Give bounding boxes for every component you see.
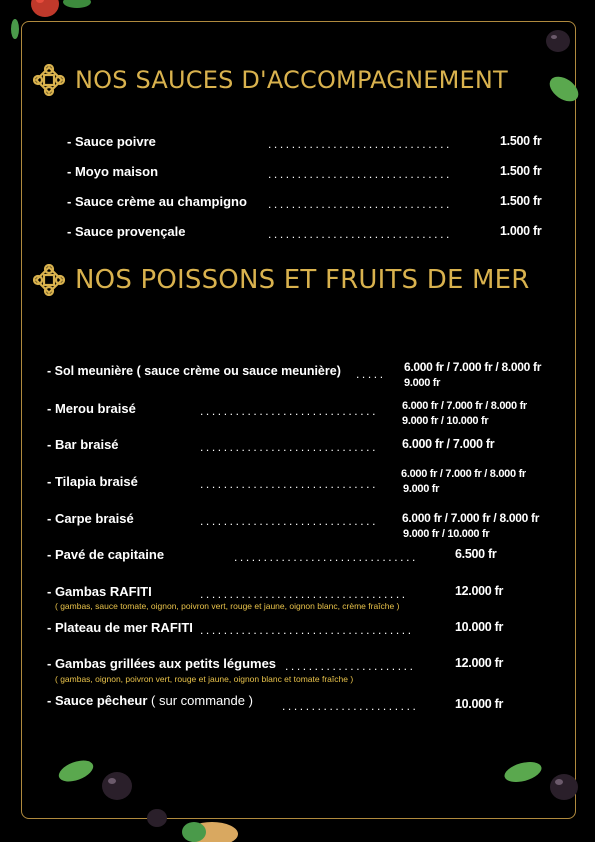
tomato-icon — [28, 0, 62, 22]
item-name-extra: ( sur commande ) — [147, 693, 253, 708]
basil-leaf-icon — [56, 758, 96, 784]
item-name: - Carpe braisé — [47, 511, 134, 526]
item-leader-dots: ............................... — [268, 167, 452, 181]
item-price: 12.000 fr — [455, 656, 504, 670]
item-name: - Pavé de capitaine — [47, 547, 165, 562]
sauces-title: NOS SAUCES D'ACCOMPAGNEMENT — [75, 66, 508, 94]
item-name: - Merou braisé — [47, 401, 136, 416]
basil-leaf-icon — [502, 758, 544, 786]
item-leader-dots: ............................... — [268, 227, 452, 241]
item-leader-dots: ............................... — [268, 197, 452, 211]
item-name: - Plateau de mer RAFITI — [47, 620, 193, 635]
item-price: 6.500 fr — [455, 547, 497, 561]
fish-title: NOS POISSONS ET FRUITS DE MER — [75, 265, 530, 295]
item-price: 10.000 fr — [455, 620, 504, 634]
item-name-main: - Sauce pêcheur — [47, 693, 148, 708]
item-leader-dots: ............................... — [268, 137, 452, 151]
item-price: 1.000 fr — [500, 224, 542, 238]
item-price: 1.500 fr — [500, 194, 542, 208]
item-price: 1.500 fr — [500, 164, 542, 178]
item-price-line2: 9.000 fr / 10.000 fr — [403, 528, 490, 540]
item-leader-dots: .............................. — [200, 440, 379, 454]
fish-section-title — [33, 264, 530, 296]
item-leader-dots: .............................. — [200, 477, 379, 491]
item-name: - Tilapia braisé — [47, 474, 138, 489]
olive-icon — [100, 770, 134, 802]
item-name: - Sauce provençale — [67, 224, 186, 239]
item-name — [47, 693, 253, 708]
item-price: 6.000 fr / 7.000 fr / 8.000 fr — [404, 360, 542, 374]
item-leader-dots: ............................... — [234, 550, 418, 564]
basil-leaf-icon — [8, 18, 22, 40]
item-name: - Sol meunière ( sauce crème ou sauce meunière) — [47, 364, 341, 378]
bread-icon — [180, 818, 240, 842]
item-name: - Bar braisé — [47, 437, 119, 452]
item-price-line2: 9.000 fr — [404, 377, 441, 389]
sauces-section-title — [33, 64, 508, 96]
item-leader-dots: .............................. — [200, 514, 379, 528]
olive-icon — [544, 28, 572, 54]
item-description: ( gambas, oignon, poivron vert, rouge et jaune, oignon blanc et tomate fraîche ) — [55, 674, 354, 684]
item-price: 1.500 fr — [500, 134, 542, 148]
item-leader-dots: ................................... — [200, 587, 408, 601]
item-name: - Moyo maison — [67, 164, 159, 179]
item-leader-dots: ..... — [356, 367, 386, 381]
item-name: - Sauce poivre — [67, 134, 156, 149]
item-leader-dots: .............................. — [200, 404, 379, 418]
item-price-line2: 9.000 fr / 10.000 fr — [402, 415, 489, 427]
olive-icon — [146, 808, 168, 828]
celtic-knot-icon — [33, 264, 65, 296]
item-leader-dots: .................................... — [200, 623, 414, 637]
item-price: 10.000 fr — [455, 697, 504, 711]
item-name: - Sauce crème au champigno — [67, 194, 247, 209]
item-price: 12.000 fr — [455, 584, 504, 598]
olive-icon — [548, 772, 580, 802]
item-price: 6.000 fr / 7.000 fr / 8.000 fr — [401, 468, 526, 480]
basil-leaf-icon — [546, 74, 582, 104]
celtic-knot-icon — [33, 64, 65, 96]
item-name: - Gambas grillées aux petits légumes — [47, 656, 277, 671]
item-description: ( gambas, sauce tomate, oignon, poivron vert, rouge et jaune, oignon blanc, crème fraîche ) — [55, 601, 400, 611]
item-leader-dots: ...................... — [285, 659, 416, 673]
item-price-line2: 9.000 fr — [403, 483, 440, 495]
basil-leaf-icon — [62, 0, 92, 12]
item-price: 6.000 fr / 7.000 fr / 8.000 fr — [402, 511, 540, 525]
item-leader-dots: ....................... — [282, 699, 419, 713]
item-name: - Gambas RAFITI — [47, 584, 152, 599]
item-price: 6.000 fr / 7.000 fr / 8.000 fr — [402, 400, 527, 412]
item-price: 6.000 fr / 7.000 fr — [402, 437, 495, 451]
